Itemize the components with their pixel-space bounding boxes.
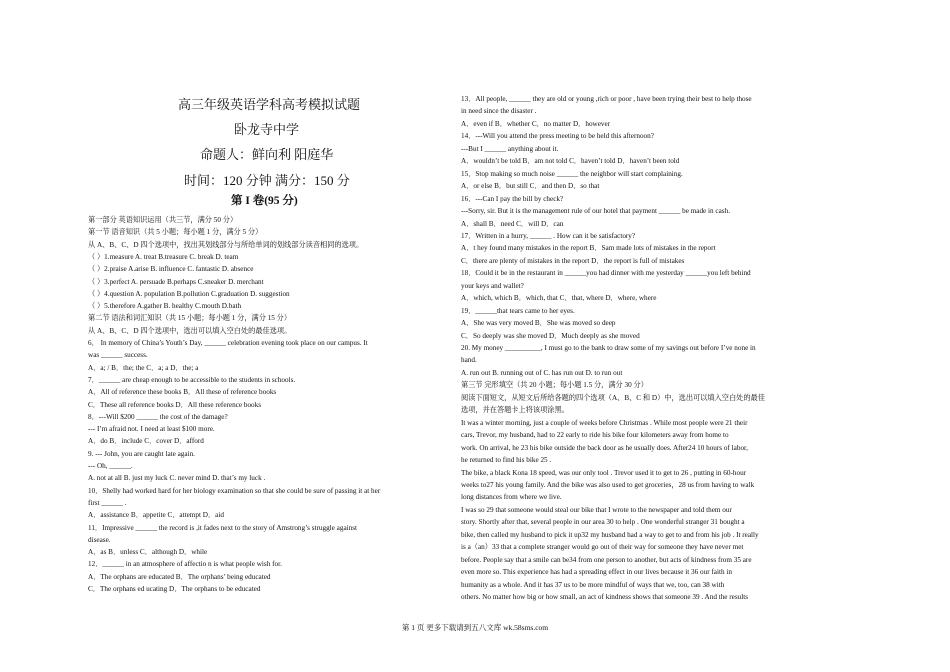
text-line: 9. --- John, you are caught late again. (88, 449, 195, 458)
text-line: long distances from where we live. (461, 493, 562, 502)
text-line: hand. (461, 356, 477, 365)
text-line: 17．Written in a hurry, ______ . How can it be satisfactory? (461, 231, 636, 240)
text-line: A．t hey found many mistakes in the report B．Sam made lots of mistakes in the report (461, 244, 716, 253)
text-line: ---But I ______ anything about it. (461, 144, 559, 153)
text-line: （ ）2.praise A.arise B. influence C. fantastic D. absence (88, 265, 254, 274)
text-line: in need since the disaster . (461, 107, 537, 116)
text-line: work. On arrival, he 23 his bike outside the back door as he usually does. After24 10 hours of labor, (461, 443, 748, 452)
text-line: A．She was very moved B．She was moved so deep (461, 319, 616, 328)
text-line: （ ）1.measure A. treat B.treasure C. break D. team (88, 252, 239, 261)
text-line: C．These all reference books D．All these reference books (88, 400, 262, 409)
exam-title: 高三年级英语学科高考模拟试题 (178, 97, 361, 112)
text-line: 15．Stop making so much noise ______ the neighbor will start complaining. (461, 169, 683, 178)
text-line: 第二节 语法和词汇知识（共 15 小题；每小题 1 分，满分 15 分） (88, 314, 292, 323)
text-line: 13．All people, ______ they are old or young ,rich or poor , have been trying their best to help those (461, 95, 752, 103)
text-line: A．which, which B．which, that C．that, where D．where, where (461, 294, 657, 303)
text-line: 20. My money __________, I must go to the bank to draw some of my savings out before I’ve none in (461, 344, 756, 352)
text-line: was ______ success. (88, 351, 148, 360)
text-line: others. No matter how big or how small, an act of kindness shows that someone 39 . And the results (461, 593, 749, 601)
text-line: he returned to find his bike 25 . (461, 456, 552, 465)
text-line: A. not at all B. just my luck C. never mind D. that’s my luck . (88, 474, 266, 483)
volume-heading: 第 I 卷(95 分) (231, 195, 298, 207)
text-line: A．The orphans are educated B．The orphans’ being educated (88, 572, 271, 581)
text-line: before. People say that a smile can be34 from one person to another, but acts of kindness from 35 are (461, 555, 752, 564)
text-line: A．All of reference these books B．All these of reference books (88, 388, 277, 397)
text-line: C．So deeply was she moved D．Much deeply as she moved (461, 331, 640, 340)
text-line: even more so. This experience has had a spreading effect in our lives because it 36 our faith in (461, 568, 732, 577)
text-line: A．even if B．whether C．no matter D．however (461, 119, 611, 128)
exam-authors: 命题人：鲜向利 阳庭华 (200, 147, 334, 162)
text-line: C．The orphans ed ucating D．The orphans to be educated (88, 585, 261, 593)
text-line: 16．---Can I pay the bill by check? (461, 194, 564, 203)
text-line: 10．Shelly had worked hard for her biology examination so that she could be sure of passing it at her (88, 486, 381, 495)
text-line: A．do B．include C．cover D．afford (88, 437, 204, 446)
text-line: （ ）3.perfect A. persuade B.perhaps C.sneaker D. merchant (88, 277, 264, 286)
text-line: A．a; / B．the; the C．a; a D．the; a (88, 363, 199, 372)
text-line: A．or else B．but still C．and then D．so that (461, 182, 600, 191)
text-line: humanity as a whole. And it has 37 us to be more mindful of ways that we, too, can 38 with (461, 580, 725, 589)
text-line: It was a winter morning, just a couple of weeks before Christmas . While most people were 21 their (461, 418, 748, 427)
text-line: （ ）4.question A. population B.pollution C.graduation D. suggestion (88, 289, 290, 298)
exam-time: 时间：120 分钟 满分：150 分 (184, 173, 350, 188)
text-line: disease. (88, 535, 111, 544)
text-line: A．wouldn’t be told B．am not told C．haven’t told D．haven’t been told (461, 157, 680, 166)
text-line: 11．Impressive ______ the record is ,it fades next to the story of Amstrong’s struggle against (88, 523, 358, 532)
text-line: A. run out B. running out of C. has run out D. to run out (461, 368, 623, 377)
text-line: 第一部分 英语知识运用（共三节，满分 50 分） (88, 216, 238, 224)
text-line: 从 A、B、C、D 四个选项中，找出其划线部分与所给单词的划线部分读音相同的选项。 (88, 240, 364, 249)
school-name: 卧龙寺中学 (234, 122, 300, 137)
text-line: --- Oh, ______. (88, 462, 133, 470)
text-line: The bike, a black Kona 18 speed, was our only tool . Trevor used it to get to 26 , putting in 60-hour (461, 468, 747, 477)
text-line: 从 A、B、C、D 四个选项中，选出可以填入空白处的最佳选项。 (88, 326, 292, 335)
text-line: I was so 29 that someone would steal our bike that I wrote to the newspaper and told them our (461, 505, 732, 514)
text-line: C．there are plenty of mistakes in the report D．the report is full of mistakes (461, 256, 685, 265)
text-line: your keys and wallet? (461, 281, 524, 290)
text-line: （ ）5.therefore A.gather B. healthy C.mouth D.bath (88, 302, 242, 311)
text-line: 18．Could it be in the restaurant in ______you had dinner with me yesterday ______you left behind (461, 269, 751, 278)
text-line: is a（an）33 that a complete stranger would go out of their way for someone they have never met (461, 543, 744, 552)
text-line: 12．______ in an atmosphere of affectio n is what people wish for. (88, 560, 282, 569)
text-line: 阅读下面短文，从短文后所给各题的四个选项（A、B、C 和 D）中，选出可以填入空白处的最佳 (461, 393, 765, 402)
text-line: 14．---Will you attend the press meeting to be held this afternoon? (461, 132, 654, 141)
text-line: A．as B．unless C．although D．while (88, 548, 208, 557)
text-line: 第一节 语音知识（共 5 小题；每小题 1 分，满分 5 分） (88, 228, 263, 237)
text-line: 7．______ are cheap enough to be accessible to the students in schools. (88, 375, 296, 384)
text-line: --- I’m afraid not. I need at least $100 more. (88, 425, 215, 434)
text-line: 6． In memory of China’s Youth’s Day, ______ celebration evening took place on our campus. It (88, 339, 368, 347)
text-line: bike, then called my husband to pick it up32 my husband had a way to get to and from his job . It really (461, 530, 759, 539)
text-line: 第三节 完形填空（共 20 小题；每小题 1.5 分，满分 30 分） (461, 381, 648, 390)
text-line: ---Sorry, sir. But it is the management rule of our hotel that payment ______ be made in cash. (461, 207, 730, 216)
text-line: A．assistance B．appetite C．attempt D．aid (88, 511, 224, 520)
text-line: 8．---Will $200 ______ the cost of the damage? (88, 412, 228, 421)
text-line: 19．______that tears came to her eyes. (461, 306, 575, 315)
text-line: weeks to27 his young family. And the bike was also used to get groceries，28 us from having to walk (461, 480, 755, 489)
text-line: first ______ . (88, 498, 127, 507)
text-line: cars, Trevor, my husband, had to 22 early to ride his bike four kilometers away from home to (461, 431, 729, 440)
page-footer: 第 1 页 更多下载请到五八文库 wk.58sms.com (401, 623, 549, 632)
text-line: 选项，并在答题卡上将该项涂黑。 (461, 406, 569, 415)
text-line: story. Shortly after that, several people in our area 30 to help . One wonderful stranger 31 bought a (461, 518, 745, 527)
text-line: A．shall B．need C．will D．can (461, 219, 564, 228)
